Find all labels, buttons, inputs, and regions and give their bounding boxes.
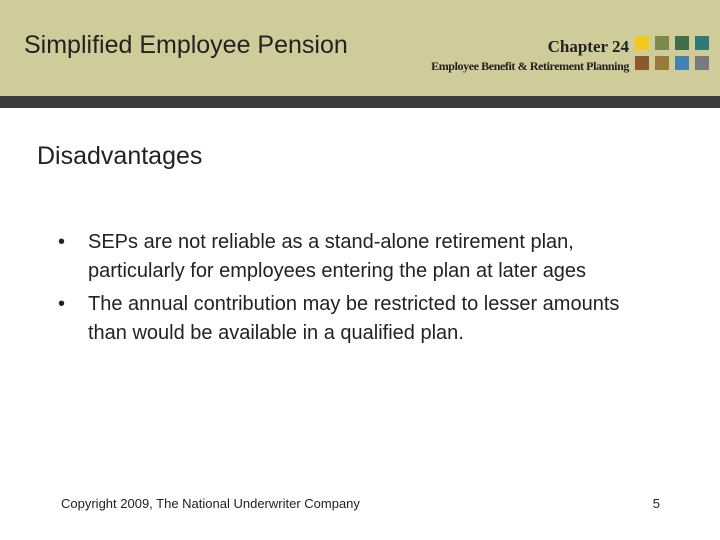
bullet-glyph: •	[58, 231, 66, 253]
decorative-squares	[635, 36, 715, 72]
book-title: Employee Benefit & Retirement Planning	[431, 59, 629, 73]
square-olive	[655, 36, 669, 50]
header-divider-bar	[0, 96, 720, 108]
square-tan	[655, 56, 669, 70]
square-gray	[695, 56, 709, 70]
bullet-list	[58, 228, 658, 352]
list-item	[58, 290, 658, 348]
header-title: Simplified Employee Pension	[24, 31, 348, 59]
bullet-text: SEPs are not reliable as a stand-alone retirement plan, particularly for employees entering the plan at later ages	[88, 231, 587, 282]
copyright-notice: Copyright 2009, The National Underwriter Company	[61, 496, 360, 511]
section-title: Disadvantages	[37, 142, 203, 170]
chapter-label: Chapter 24	[547, 37, 629, 56]
square-green	[675, 36, 689, 50]
square-blue	[675, 56, 689, 70]
page-number: 5	[652, 496, 660, 511]
bullet-glyph: •	[58, 293, 66, 315]
list-item	[58, 228, 658, 286]
bullet-text: The annual contribution may be restricted to lesser amounts than would be available in a qualified plan.	[88, 293, 620, 344]
square-yellow	[635, 36, 649, 50]
square-teal	[695, 36, 709, 50]
square-brown	[635, 56, 649, 70]
